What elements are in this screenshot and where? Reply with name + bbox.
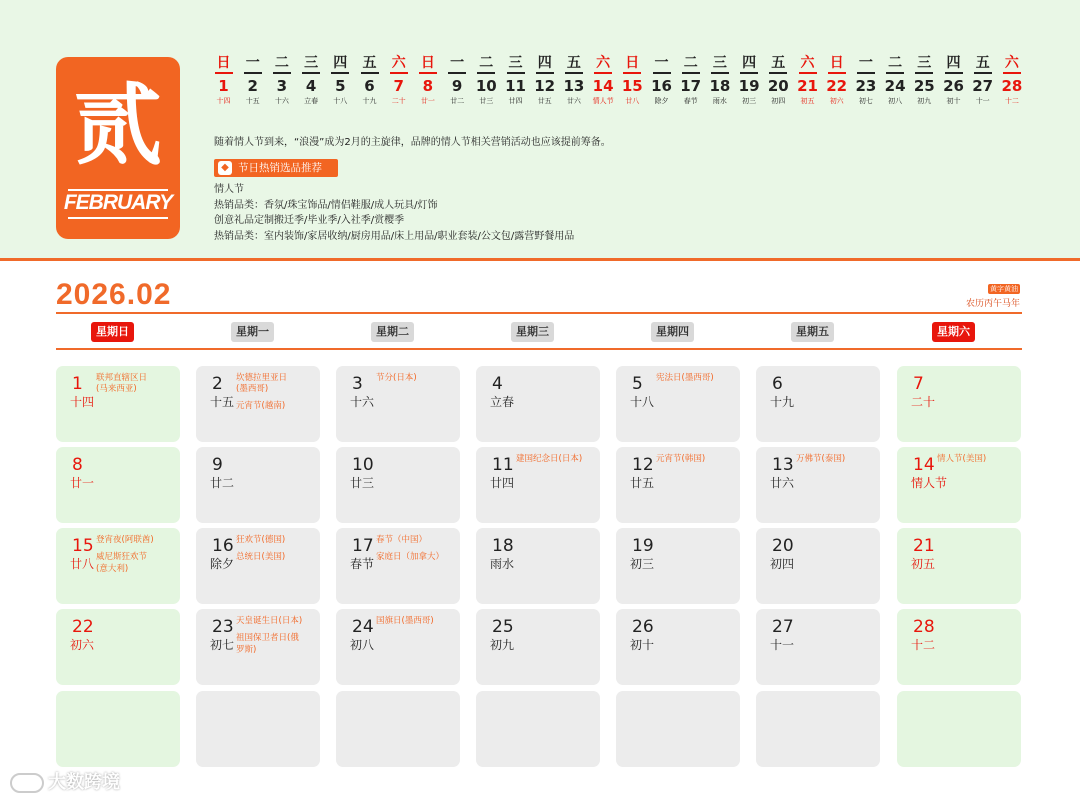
strip-weekday: 四 xyxy=(333,55,348,71)
lunar-date: 廿八 xyxy=(70,557,95,571)
strip-underline xyxy=(799,72,817,74)
strip-underline xyxy=(711,72,729,74)
strip-date: 5 xyxy=(335,77,346,95)
day-cell[interactable] xyxy=(756,528,880,604)
strip-weekday: 日 xyxy=(216,55,231,71)
watermark xyxy=(10,768,120,794)
strip-weekday: 五 xyxy=(566,55,581,71)
day-number: 26 xyxy=(632,617,654,637)
strip-weekday: 六 xyxy=(1004,55,1019,71)
day-cell[interactable] xyxy=(56,528,180,604)
strip-underline xyxy=(273,72,291,74)
lunar-date: 廿四 xyxy=(490,476,515,490)
strip-lunar: 廿六 xyxy=(566,97,581,105)
day-cell[interactable] xyxy=(336,366,460,442)
month-day-strip xyxy=(209,54,1029,110)
strip-underline xyxy=(448,72,466,74)
strip-underline xyxy=(945,72,963,74)
strip-underline xyxy=(594,72,612,74)
day-number: 7 xyxy=(913,374,924,394)
strip-day xyxy=(530,54,559,106)
strip-weekday: 日 xyxy=(625,55,640,71)
strip-date: 8 xyxy=(422,77,434,95)
strip-lunar: 十八 xyxy=(333,97,348,105)
weekday-header: 星期日 xyxy=(91,322,134,342)
holiday-label: 元宵节(越南) xyxy=(236,401,286,411)
strip-weekday: 三 xyxy=(304,55,319,71)
strip-date: 13 xyxy=(563,77,585,95)
strip-weekday: 一 xyxy=(450,55,465,71)
lunar-date: 廿二 xyxy=(210,476,235,490)
day-cell[interactable] xyxy=(336,528,460,604)
strip-lunar: 十二 xyxy=(1004,97,1019,105)
strip-underline xyxy=(857,72,875,74)
day-number: 14 xyxy=(913,455,935,475)
strip-weekday: 六 xyxy=(800,55,815,71)
day-cell[interactable] xyxy=(616,447,740,523)
info-line: 情人节 xyxy=(214,184,244,195)
strip-underline xyxy=(215,72,233,74)
strip-day xyxy=(997,54,1026,106)
day-cell[interactable] xyxy=(196,447,320,523)
day-number: 28 xyxy=(913,617,935,637)
lunar-date: 二十 xyxy=(911,395,936,409)
strip-date: 4 xyxy=(305,77,317,95)
holiday-label: (意大利) xyxy=(96,564,129,574)
strip-weekday: 一 xyxy=(245,55,260,71)
strip-weekday: 一 xyxy=(654,55,669,71)
strip-day xyxy=(413,54,442,106)
diamond-icon: ◆ xyxy=(218,161,232,175)
strip-day xyxy=(735,54,764,106)
month-badge xyxy=(56,57,180,239)
strip-date: 20 xyxy=(767,77,789,95)
strip-date: 19 xyxy=(738,77,760,95)
watermark-text: 大数跨境 xyxy=(48,772,120,793)
holiday-label: 家庭日（加拿大） xyxy=(376,552,445,562)
strip-underline xyxy=(244,72,262,74)
strip-lunar: 廿五 xyxy=(537,97,552,105)
day-number: 17 xyxy=(352,536,374,556)
lunar-badge: 黄字黄油 xyxy=(990,285,1018,293)
day-number: 4 xyxy=(492,374,503,394)
intro-text: 随着情人节到来，“浪漫”成为2月的主旋律，品牌的情人节相关营销活动也应该提前筹备。 xyxy=(214,137,611,148)
strip-lunar: 初四 xyxy=(771,97,786,105)
day-number: 27 xyxy=(772,617,794,637)
strip-lunar: 初七 xyxy=(858,97,873,105)
day-number: 10 xyxy=(352,455,374,475)
holiday-label: 祖国保卫者日(俄 xyxy=(236,633,299,643)
day-cell[interactable] xyxy=(196,528,320,604)
day-number: 19 xyxy=(632,536,654,556)
strip-lunar: 初十 xyxy=(946,97,961,105)
holiday-label: 狂欢节(德国) xyxy=(236,535,286,545)
strip-underline xyxy=(419,72,437,74)
day-number: 16 xyxy=(212,536,234,556)
day-number: 13 xyxy=(772,455,794,475)
strip-day xyxy=(705,54,734,106)
lunar-year: 农历丙午马年 xyxy=(965,299,1020,309)
day-number: 21 xyxy=(913,536,935,556)
weekday-header: 星期六 xyxy=(932,322,975,342)
lunar-date: 十二 xyxy=(911,638,936,652)
info-line: 热销品类：香氛/珠宝饰品/情侣鞋服/成人玩具/灯饰 xyxy=(214,200,438,211)
strip-day xyxy=(676,54,705,106)
day-cell[interactable] xyxy=(616,528,740,604)
day-cell[interactable] xyxy=(196,609,320,685)
strip-lunar: 春节 xyxy=(683,97,698,105)
strip-date: 11 xyxy=(505,77,526,95)
strip-date: 27 xyxy=(972,77,994,95)
strip-date: 28 xyxy=(1001,77,1023,95)
day-number: 9 xyxy=(212,455,223,475)
weekday-header: 星期四 xyxy=(651,322,694,342)
weekday-header: 星期二 xyxy=(371,322,414,342)
strip-weekday: 一 xyxy=(858,55,873,71)
weekday-header: 星期五 xyxy=(791,322,834,342)
strip-date: 14 xyxy=(592,77,614,95)
day-cell[interactable] xyxy=(756,366,880,442)
strip-day xyxy=(355,54,384,106)
strip-day xyxy=(647,54,676,106)
day-number: 1 xyxy=(72,374,83,394)
day-cell[interactable] xyxy=(56,366,180,442)
strip-date: 25 xyxy=(913,77,935,95)
strip-weekday: 六 xyxy=(596,55,611,71)
day-number: 25 xyxy=(492,617,514,637)
strip-day xyxy=(209,54,238,106)
day-cell[interactable] xyxy=(897,366,1021,442)
holiday-label: 国旗日(墨西哥) xyxy=(376,616,434,626)
strip-day xyxy=(589,54,618,106)
strip-date: 2 xyxy=(247,77,258,95)
strip-weekday: 四 xyxy=(537,55,552,71)
strip-underline xyxy=(915,72,933,74)
holiday-label: 情人节(美国) xyxy=(937,454,987,464)
strip-date: 18 xyxy=(709,77,731,95)
holiday-label: 建国纪念日(日本) xyxy=(516,454,583,464)
holiday-label: 春节（中国） xyxy=(376,535,428,545)
holiday-label: 罗斯) xyxy=(236,645,257,655)
lunar-date: 初十 xyxy=(630,638,655,652)
strip-weekday: 五 xyxy=(362,55,377,71)
strip-underline xyxy=(477,72,495,74)
strip-lunar: 十六 xyxy=(274,97,289,105)
strip-date: 1 xyxy=(218,77,229,95)
lunar-date: 初八 xyxy=(350,638,375,652)
strip-lunar: 廿三 xyxy=(479,97,494,105)
day-cell[interactable] xyxy=(336,609,460,685)
day-number: 23 xyxy=(212,617,234,637)
lunar-date: 十四 xyxy=(70,395,95,409)
day-cell[interactable] xyxy=(897,691,1021,767)
strip-date: 26 xyxy=(943,77,964,95)
weekday-header: 星期一 xyxy=(231,322,274,342)
strip-date: 24 xyxy=(884,77,906,95)
day-cell[interactable] xyxy=(336,691,460,767)
strip-underline xyxy=(886,72,904,74)
strip-weekday: 四 xyxy=(742,55,757,71)
strip-day xyxy=(881,54,910,106)
strip-underline xyxy=(623,72,641,74)
lunar-date: 情人节 xyxy=(911,476,948,490)
lunar-date: 立春 xyxy=(490,395,515,409)
hot-products-badge xyxy=(214,159,338,177)
day-cell[interactable] xyxy=(897,528,1021,604)
strip-date: 7 xyxy=(393,77,404,95)
lunar-date: 除夕 xyxy=(210,557,235,571)
day-number: 3 xyxy=(352,374,363,394)
strip-lunar: 雨水 xyxy=(712,97,727,105)
day-cell[interactable] xyxy=(476,528,600,604)
strip-lunar: 初五 xyxy=(800,97,815,105)
holiday-label: 节分(日本) xyxy=(376,373,417,383)
day-cell[interactable] xyxy=(56,447,180,523)
day-cell[interactable] xyxy=(756,447,880,523)
strip-day xyxy=(326,54,355,106)
day-cell[interactable] xyxy=(897,447,1021,523)
lunar-date: 初三 xyxy=(630,557,655,571)
info-line: 创意礼品定制搬迁季/毕业季/入社季/赏樱季 xyxy=(214,215,405,226)
strip-day xyxy=(851,54,880,106)
day-cell[interactable] xyxy=(616,609,740,685)
day-number: 5 xyxy=(632,374,643,394)
strip-lunar: 立春 xyxy=(304,97,319,105)
strip-underline xyxy=(653,72,671,74)
lunar-date: 十五 xyxy=(210,395,235,409)
day-cell[interactable] xyxy=(336,447,460,523)
strip-date: 6 xyxy=(364,77,375,95)
day-number: 12 xyxy=(632,455,654,475)
day-number: 20 xyxy=(772,536,794,556)
strip-day xyxy=(238,54,267,106)
strip-lunar: 二十 xyxy=(391,97,406,105)
day-cell[interactable] xyxy=(476,366,600,442)
strip-day xyxy=(764,54,793,106)
day-number: 11 xyxy=(492,455,514,475)
strip-day xyxy=(472,54,501,106)
lunar-date: 十八 xyxy=(630,395,655,409)
strip-weekday: 日 xyxy=(420,55,435,71)
badge-rule-bottom xyxy=(68,217,168,219)
strip-date: 21 xyxy=(797,77,818,95)
lunar-date: 十一 xyxy=(770,638,795,652)
strip-underline xyxy=(565,72,583,74)
strip-day xyxy=(793,54,822,106)
strip-day xyxy=(501,54,530,106)
strip-weekday: 三 xyxy=(508,55,523,71)
strip-underline xyxy=(769,72,787,74)
day-cell[interactable] xyxy=(476,609,600,685)
strip-day xyxy=(910,54,939,106)
strip-lunar: 十九 xyxy=(362,97,377,105)
holiday-label: 宪法日(墨西哥) xyxy=(656,373,714,383)
day-cell[interactable] xyxy=(616,691,740,767)
strip-date: 15 xyxy=(621,77,643,95)
day-number: 2 xyxy=(212,374,223,394)
strip-day xyxy=(384,54,413,106)
strip-weekday: 二 xyxy=(274,55,289,71)
strip-underline xyxy=(974,72,992,74)
strip-weekday: 三 xyxy=(917,55,932,71)
strip-weekday: 三 xyxy=(712,55,727,71)
strip-day xyxy=(618,54,647,106)
holiday-label: 天皇诞生日(日本) xyxy=(236,616,303,626)
strip-day xyxy=(559,54,588,106)
hot-products-title: 节日热销选品推荐 xyxy=(238,162,322,174)
day-number: 6 xyxy=(772,374,783,394)
lunar-date: 雨水 xyxy=(490,557,515,571)
strip-underline xyxy=(507,72,525,74)
strip-weekday: 日 xyxy=(829,55,844,71)
strip-date: 23 xyxy=(855,77,877,95)
day-number: 22 xyxy=(72,617,94,637)
day-number: 8 xyxy=(72,455,83,475)
lunar-date: 十九 xyxy=(770,395,795,409)
day-cell[interactable] xyxy=(756,609,880,685)
strip-lunar: 初九 xyxy=(917,97,932,105)
strip-weekday: 二 xyxy=(888,55,903,71)
strip-date: 3 xyxy=(276,77,288,95)
day-cell[interactable] xyxy=(56,609,180,685)
lunar-date: 春节 xyxy=(350,557,375,571)
strip-underline xyxy=(331,72,349,74)
strip-lunar: 除夕 xyxy=(654,97,669,105)
strip-underline xyxy=(1003,72,1021,74)
strip-underline xyxy=(536,72,554,74)
lunar-date: 十六 xyxy=(350,395,375,409)
lunar-date: 初四 xyxy=(770,557,795,571)
calendar-rule-bottom xyxy=(56,348,1022,350)
month-character: 贰 xyxy=(73,73,162,177)
holiday-label: 万佛节(泰国) xyxy=(796,454,846,464)
holiday-label: 威尼斯狂欢节 xyxy=(96,552,148,562)
strip-lunar: 十五 xyxy=(245,97,260,105)
strip-lunar: 廿八 xyxy=(625,97,640,105)
holiday-label: 联邦直辖区日 xyxy=(96,373,148,383)
strip-underline xyxy=(390,72,408,74)
day-cell[interactable] xyxy=(56,691,180,767)
strip-lunar: 十四 xyxy=(216,97,231,105)
lunar-date: 初六 xyxy=(70,638,95,652)
strip-lunar: 廿一 xyxy=(420,97,435,105)
day-cell[interactable] xyxy=(616,366,740,442)
strip-weekday: 二 xyxy=(683,55,698,71)
lunar-date: 廿五 xyxy=(630,476,655,490)
lunar-date: 初五 xyxy=(911,557,936,571)
strip-underline xyxy=(828,72,846,74)
strip-date: 9 xyxy=(451,77,463,95)
strip-date: 22 xyxy=(826,77,848,95)
day-cell[interactable] xyxy=(476,691,600,767)
strip-lunar: 廿二 xyxy=(450,97,465,105)
lunar-date: 初七 xyxy=(210,638,235,652)
strip-day xyxy=(443,54,472,106)
strip-lunar: 初三 xyxy=(742,97,757,105)
strip-underline xyxy=(361,72,379,74)
strip-weekday: 二 xyxy=(479,55,494,71)
year-month-title: 2026.02 xyxy=(56,278,172,311)
day-cell[interactable] xyxy=(476,447,600,523)
strip-lunar: 廿四 xyxy=(508,97,523,105)
strip-weekday: 四 xyxy=(946,55,961,71)
strip-date: 12 xyxy=(534,77,556,95)
holiday-label: 元宵节(韩国) xyxy=(656,454,706,464)
day-cell[interactable] xyxy=(196,366,320,442)
day-cell[interactable] xyxy=(196,691,320,767)
holiday-label: (墨西哥) xyxy=(236,384,269,394)
strip-lunar: 初八 xyxy=(888,97,903,105)
strip-weekday: 五 xyxy=(771,55,786,71)
strip-lunar: 十一 xyxy=(975,97,990,105)
holiday-label: 总统日(美国) xyxy=(236,552,286,562)
lunar-date: 初九 xyxy=(490,638,515,652)
lunar-date: 廿一 xyxy=(70,476,95,490)
month-english: FEBRUARY xyxy=(63,191,173,214)
day-number: 18 xyxy=(492,536,514,556)
holiday-label: (马来西亚) xyxy=(96,384,137,394)
strip-date: 16 xyxy=(651,77,672,95)
strip-day xyxy=(822,54,851,106)
strip-day xyxy=(267,54,296,106)
weekday-header: 星期三 xyxy=(511,322,554,342)
strip-weekday: 六 xyxy=(391,55,406,71)
holiday-label: 登宵夜(阿联酋) xyxy=(96,535,154,545)
strip-weekday: 五 xyxy=(975,55,990,71)
strip-lunar: 初六 xyxy=(829,97,844,105)
strip-day xyxy=(297,54,326,106)
info-line: 热销品类：室内装饰/家居收纳/厨房用品/床上用品/职业套装/公文包/露营野餐用品 xyxy=(214,231,575,242)
strip-underline xyxy=(682,72,700,74)
day-cell[interactable] xyxy=(756,691,880,767)
calendar-rule-top xyxy=(56,312,1022,314)
strip-date: 17 xyxy=(680,77,702,95)
strip-day xyxy=(968,54,997,106)
strip-day xyxy=(939,54,968,106)
strip-date: 10 xyxy=(475,77,497,95)
day-cell[interactable] xyxy=(897,609,1021,685)
logo-icon xyxy=(10,773,44,793)
day-number: 24 xyxy=(352,617,374,637)
strip-underline xyxy=(302,72,320,74)
lunar-date: 廿三 xyxy=(350,476,375,490)
header-divider xyxy=(0,258,1080,261)
strip-lunar: 情人节 xyxy=(592,97,614,105)
holiday-label: 坎德拉里亚日 xyxy=(236,373,288,383)
lunar-date: 廿六 xyxy=(770,476,795,490)
strip-underline xyxy=(740,72,758,74)
day-number: 15 xyxy=(72,536,94,556)
